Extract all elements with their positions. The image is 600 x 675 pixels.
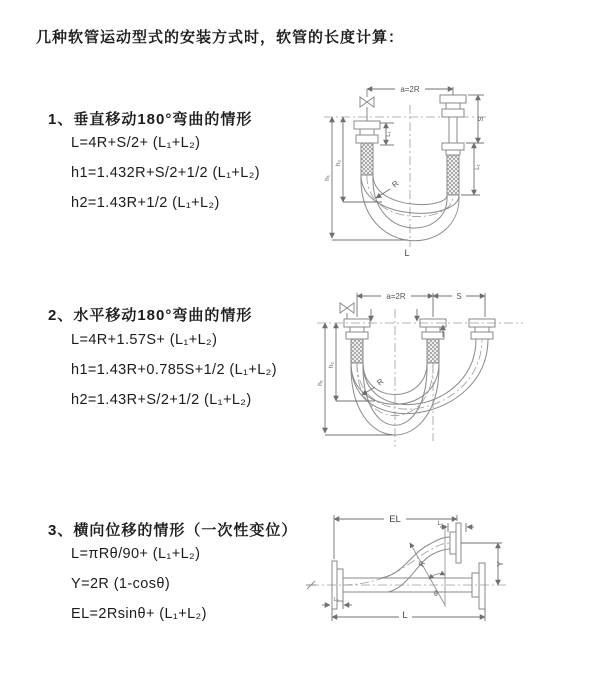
dim-a-label: a=2R (386, 292, 406, 301)
dimension-lines (322, 515, 502, 621)
dim-h2-label: h₂ (335, 159, 342, 167)
centerlines (324, 105, 488, 247)
dim-h1-label: h₁ (317, 380, 324, 386)
dim-y-label: Y (496, 561, 505, 567)
formula-line: h2=1.43R+S/2+1/2 (L₁+L₂) (71, 392, 252, 408)
section-3-heading: 3、横向位移的情形（一次性变位） (48, 522, 298, 539)
radius-label: R (416, 559, 428, 569)
formula-line: h2=1.43R+1/2 (L₁+L₂) (71, 195, 220, 211)
centerline-symbol (306, 581, 316, 589)
dim-s-label: S (456, 292, 462, 301)
dimension-labels (324, 84, 485, 258)
formula-line: L=πRθ/90+ (L₁+L₂) (71, 546, 201, 562)
dim-a-label: a=2R (400, 85, 420, 94)
angle-construction (410, 525, 445, 607)
dim-l1-left-label: L₁ (386, 131, 392, 137)
dim-s-label: S (476, 116, 485, 122)
centerlines (317, 309, 523, 447)
formula-line: h1=1.432R+S/2+1/2 (L₁+L₂) (71, 165, 261, 181)
hose-curves (351, 339, 488, 435)
valve-icon (340, 303, 354, 319)
dimension-lines (332, 87, 484, 240)
dim-l1-right-label: L₁ (475, 164, 481, 170)
dim-el-label: EL (389, 514, 401, 525)
formula-line: L=4R+1.57S+ (L₁+L₂) (71, 332, 218, 348)
dim-l1-left-label: L₁ (333, 597, 339, 603)
formula-line: L=4R+S/2+ (L₁+L₂) (71, 135, 201, 151)
length-label: L (404, 248, 410, 258)
radius-label: R (375, 376, 386, 388)
formula-line: EL=2Rsinθ+ (L₁+L₂) (71, 606, 207, 622)
dim-h2-label: h₂ (328, 361, 335, 369)
dim-h1-label: h₁ (324, 175, 331, 181)
section-2-heading: 2、水平移动180°弯曲的情形 (48, 307, 253, 324)
hose-fittings (344, 319, 495, 363)
formula-line: Y=2R (1-cosθ) (71, 576, 171, 592)
section-1-heading: 1、垂直移动180°弯曲的情形 (48, 111, 253, 128)
theta-label: θ (434, 591, 438, 598)
radius-label: R (390, 178, 401, 190)
diagram-vertical-180-bend (310, 75, 595, 260)
pipe-geometry (332, 523, 485, 609)
valve-icon (360, 89, 374, 121)
dim-l1-top-label: L₁ (437, 521, 443, 527)
diagram-horizontal-180-bend (305, 283, 595, 455)
formula-line: h1=1.43R+0.785S+1/2 (L₁+L₂) (71, 362, 277, 378)
length-label: L (402, 610, 408, 621)
page-title: 几种软管运动型式的安装方式时，软管的长度计算： (36, 29, 405, 46)
diagram-lateral-displacement (300, 505, 600, 653)
